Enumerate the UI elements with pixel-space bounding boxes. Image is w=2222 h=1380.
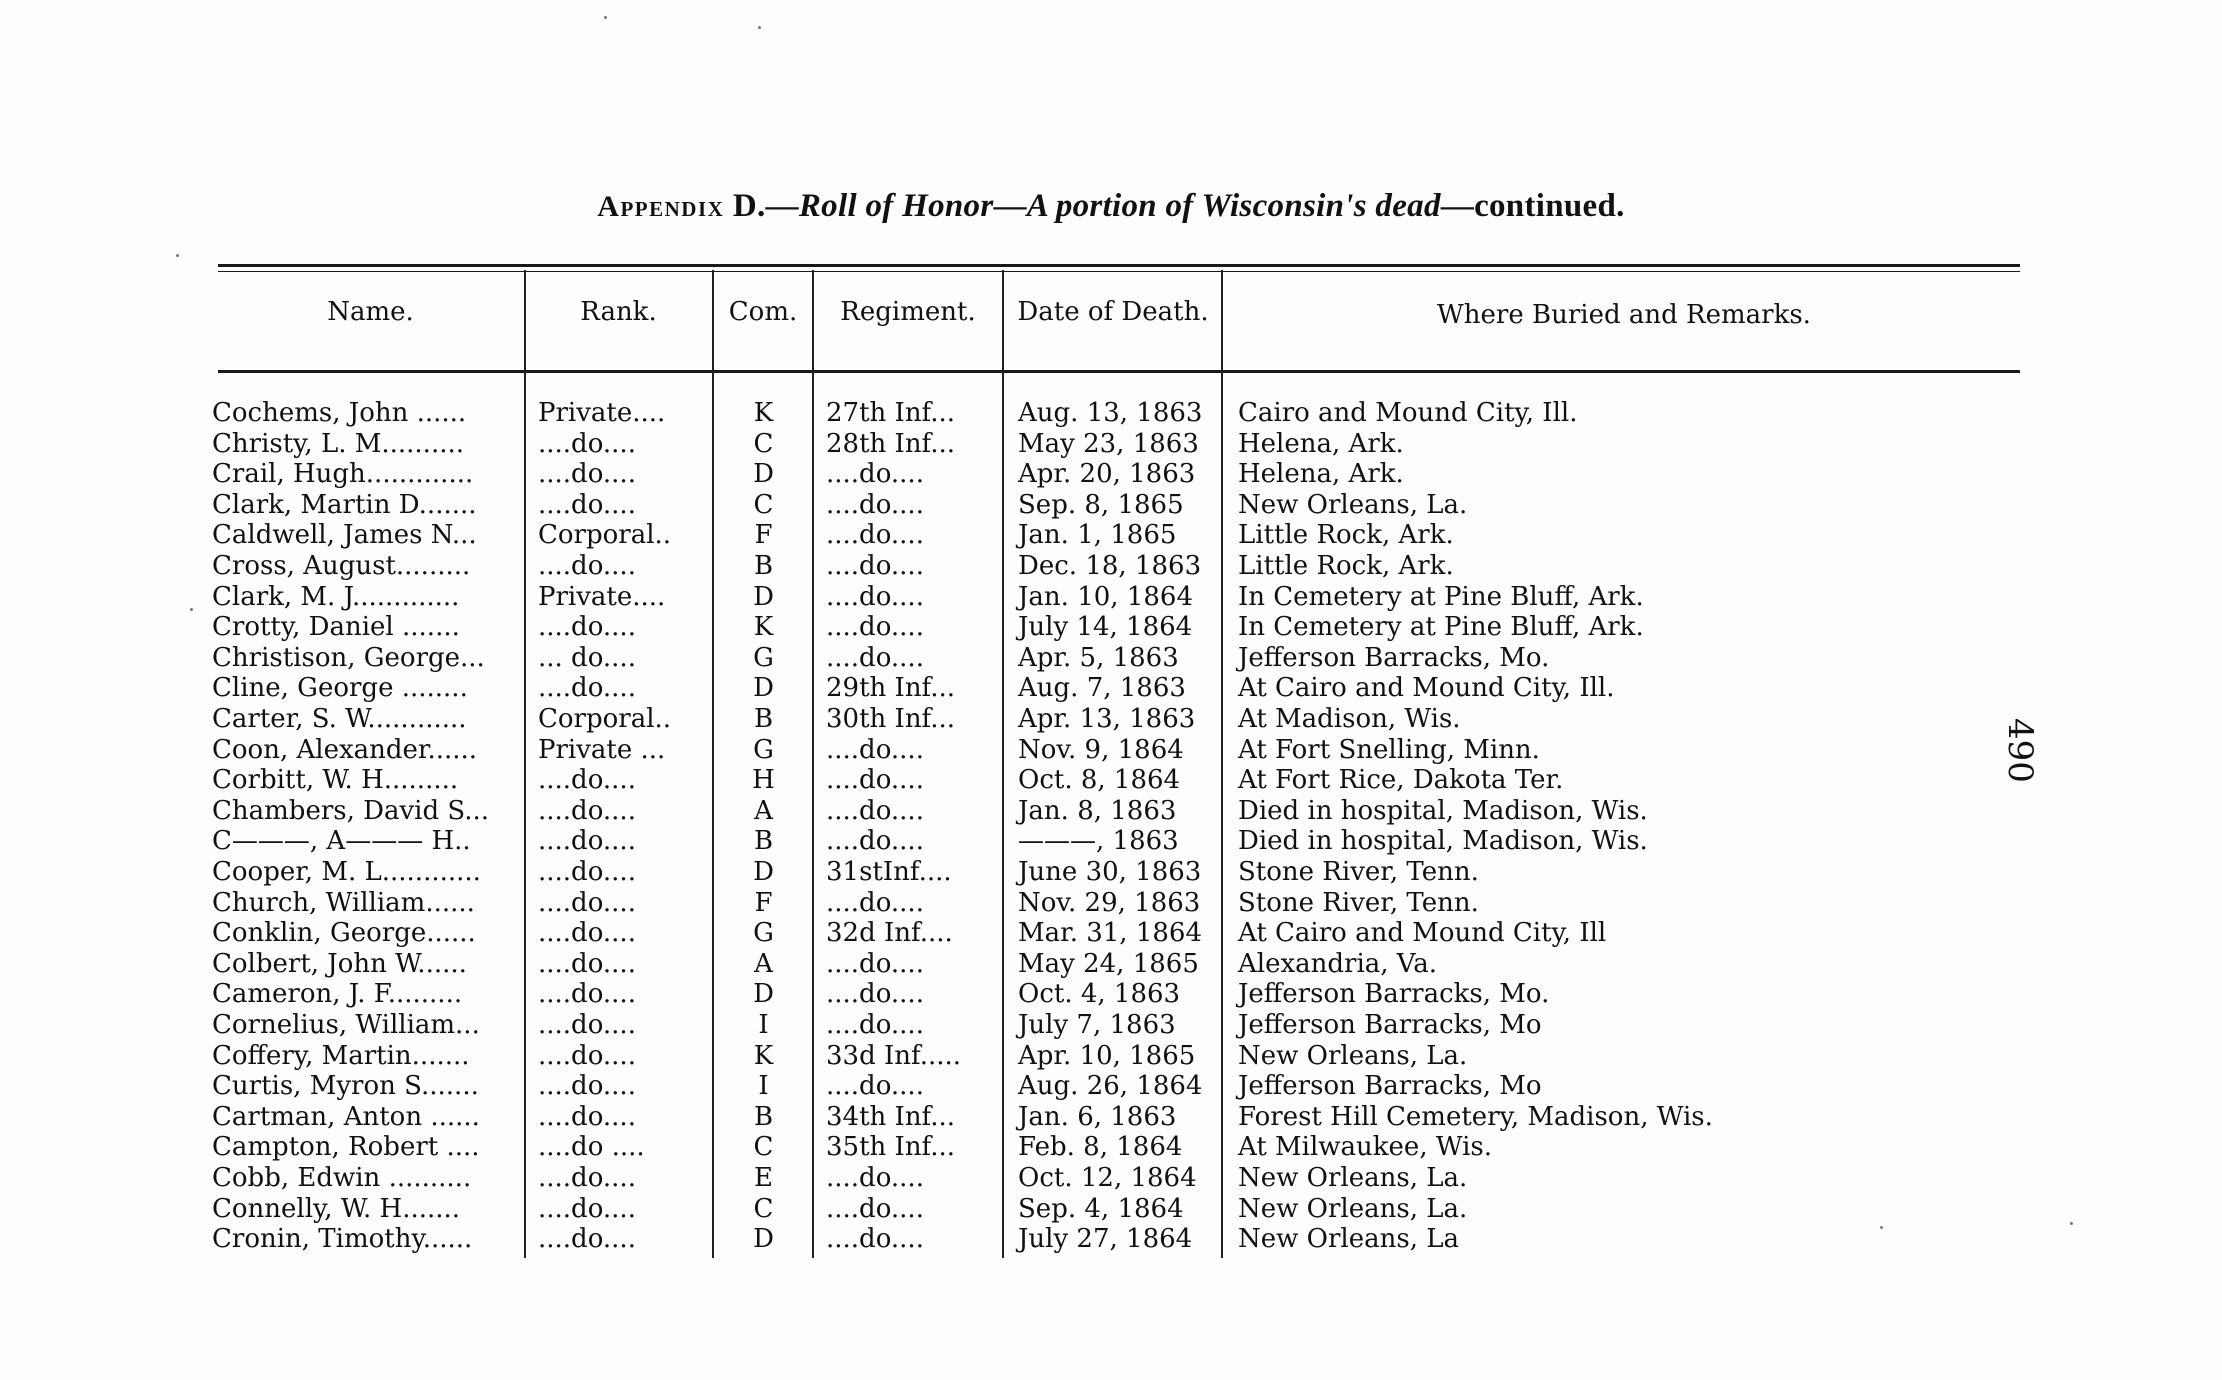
- header-date-of-death: Date of Death.: [1017, 297, 1209, 327]
- cell-date-of-death: Aug. 13, 1863: [1018, 398, 1203, 428]
- title-dash-3: —: [1440, 188, 1475, 224]
- cell-remarks: Helena, Ark.: [1238, 459, 1404, 490]
- cell-remarks: Helena, Ark.: [1238, 428, 1404, 459]
- cell-name: Connelly, W. H.......: [212, 1193, 461, 1224]
- table-row: [0, 582, 2000, 613]
- cell-name: Cobb, Edwin ..........: [212, 1163, 472, 1193]
- cell-date-of-death: Oct. 8, 1864: [1018, 765, 1181, 796]
- cell-regiment: ....do....: [826, 489, 924, 520]
- cell-remarks: Jefferson Barracks, Mo.: [1238, 642, 1550, 673]
- cell-name: Cornelius, William...: [212, 1010, 480, 1040]
- cell-remarks: At Cairo and Mound City, Ill: [1238, 918, 1607, 949]
- cell-regiment: ....do....: [826, 887, 924, 918]
- cell-date-of-death: Jan. 6, 1863: [1018, 1101, 1177, 1132]
- table-row: [0, 704, 2000, 735]
- header-bottom-rule: [218, 370, 2020, 373]
- table-row: [0, 888, 2000, 919]
- cell-date-of-death: Feb. 8, 1864: [1018, 1132, 1183, 1163]
- cell-date-of-death: Aug. 7, 1863: [1018, 673, 1186, 704]
- top-rule-thin: [218, 271, 2020, 272]
- table-row: [0, 1071, 2000, 1102]
- cell-remarks: New Orleans, La.: [1238, 489, 1468, 520]
- cell-name: Church, William......: [212, 887, 475, 918]
- cell-rank: ....do....: [538, 1010, 636, 1040]
- cell-rank: ....do....: [538, 1040, 636, 1071]
- cell-remarks: Little Rock, Ark.: [1238, 520, 1454, 551]
- cell-company: D: [753, 857, 774, 887]
- cell-rank: ....do....: [538, 612, 636, 643]
- cell-name: Curtis, Myron S.......: [212, 1071, 479, 1102]
- cell-rank: ....do....: [538, 765, 636, 796]
- cell-remarks: At Milwaukee, Wis.: [1238, 1132, 1493, 1163]
- table-row: [0, 949, 2000, 980]
- cell-regiment: ....do....: [826, 1163, 924, 1193]
- cell-regiment: ....do....: [826, 765, 924, 796]
- cell-date-of-death: Oct. 12, 1864: [1018, 1163, 1197, 1193]
- cell-regiment: ....do....: [826, 979, 924, 1010]
- cell-rank: Private ...: [538, 734, 666, 765]
- table-row: [0, 398, 2000, 429]
- cell-remarks: Stone River, Tenn.: [1238, 857, 1479, 887]
- title-letter: D.: [732, 188, 766, 224]
- cell-company: A: [754, 795, 773, 826]
- cell-company: H: [752, 765, 775, 796]
- cell-remarks: New Orleans, La.: [1238, 1163, 1468, 1193]
- cell-regiment: 33d Inf.....: [826, 1040, 962, 1071]
- cell-remarks: Little Rock, Ark.: [1238, 551, 1454, 581]
- cell-rank: ....do....: [538, 1101, 636, 1132]
- cell-name: Chambers, David S...: [212, 795, 490, 826]
- scan-speck: [176, 254, 179, 257]
- table-row: [0, 979, 2000, 1010]
- cell-date-of-death: Dec. 18, 1863: [1018, 551, 1202, 581]
- cell-regiment: 27th Inf...: [826, 398, 956, 428]
- cell-date-of-death: Nov. 9, 1864: [1018, 734, 1184, 765]
- table-row: [0, 1041, 2000, 1072]
- table-row: [0, 1163, 2000, 1194]
- cell-date-of-death: Apr. 20, 1863: [1018, 459, 1196, 490]
- table-row: [0, 796, 2000, 827]
- cell-name: Cline, George ........: [212, 673, 468, 704]
- cell-rank: ....do....: [538, 489, 636, 520]
- title-appendix: Appendix: [597, 190, 725, 223]
- cell-company: G: [753, 918, 774, 949]
- cell-rank: ....do....: [538, 826, 636, 857]
- cell-company: K: [753, 612, 774, 643]
- cell-regiment: 35th Inf...: [826, 1132, 956, 1163]
- cell-company: K: [753, 1040, 774, 1071]
- cell-rank: Private....: [538, 581, 666, 612]
- cell-name: Corbitt, W. H.........: [212, 765, 459, 796]
- cell-remarks: At Cairo and Mound City, Ill.: [1238, 673, 1615, 704]
- cell-remarks: Died in hospital, Madison, Wis.: [1238, 795, 1648, 826]
- cell-company: G: [753, 734, 774, 765]
- header-remarks: Where Buried and Remarks.: [1437, 300, 1811, 330]
- cell-company: F: [754, 520, 773, 551]
- table-row: [0, 429, 2000, 460]
- cell-date-of-death: July 7, 1863: [1018, 1010, 1176, 1040]
- cell-name: Caldwell, James N...: [212, 520, 477, 551]
- page-title: [0, 188, 2222, 225]
- cell-date-of-death: Sep. 8, 1865: [1018, 489, 1184, 520]
- cell-name: Clark, Martin D.......: [212, 489, 477, 520]
- cell-remarks: In Cemetery at Pine Bluff, Ark.: [1238, 612, 1644, 643]
- cell-rank: ....do....: [538, 1193, 636, 1224]
- table-row: [0, 1224, 2000, 1255]
- table-row: [0, 735, 2000, 766]
- cell-remarks: Stone River, Tenn.: [1238, 887, 1479, 918]
- table-row: [0, 918, 2000, 949]
- scan-speck: [604, 16, 607, 19]
- cell-regiment: ....do....: [826, 520, 924, 551]
- cell-regiment: ....do....: [826, 459, 924, 490]
- cell-name: Crotty, Daniel .......: [212, 612, 460, 643]
- cell-name: Cronin, Timothy......: [212, 1224, 473, 1255]
- header-regiment: Regiment.: [840, 297, 976, 327]
- cell-name: Crail, Hugh.............: [212, 459, 474, 490]
- cell-name: Christison, George...: [212, 642, 485, 673]
- cell-rank: Private....: [538, 398, 666, 428]
- cell-company: D: [753, 979, 774, 1010]
- table-row: [0, 1132, 2000, 1163]
- cell-regiment: ....do....: [826, 642, 924, 673]
- cell-date-of-death: May 24, 1865: [1018, 948, 1199, 979]
- cell-date-of-death: Apr. 13, 1863: [1018, 704, 1196, 734]
- cell-name: Coon, Alexander......: [212, 734, 478, 765]
- scan-speck: [1880, 1226, 1883, 1229]
- cell-regiment: ....do....: [826, 1224, 924, 1255]
- cell-regiment: ....do....: [826, 1010, 924, 1040]
- cell-company: B: [753, 1101, 774, 1132]
- cell-company: C: [753, 1193, 774, 1224]
- cell-rank: ....do....: [538, 795, 636, 826]
- table-row: [0, 673, 2000, 704]
- cell-company: C: [753, 489, 774, 520]
- cell-remarks: Alexandria, Va.: [1238, 948, 1437, 979]
- cell-company: G: [753, 642, 774, 673]
- cell-rank: ....do....: [538, 428, 636, 459]
- cell-company: D: [753, 673, 774, 704]
- table-row: [0, 1010, 2000, 1041]
- cell-company: I: [758, 1010, 769, 1040]
- cell-date-of-death: Apr. 5, 1863: [1018, 642, 1179, 673]
- cell-rank: ....do....: [538, 673, 636, 704]
- cell-regiment: ....do....: [826, 1071, 924, 1102]
- table-row: [0, 1102, 2000, 1133]
- cell-company: A: [754, 948, 773, 979]
- cell-company: C: [753, 1132, 774, 1163]
- cell-date-of-death: Jan. 1, 1865: [1018, 520, 1177, 551]
- cell-rank: ....do....: [538, 459, 636, 490]
- cell-regiment: ....do....: [826, 826, 924, 857]
- cell-date-of-death: June 30, 1863: [1018, 857, 1202, 887]
- scan-speck: [758, 26, 761, 29]
- cell-remarks: In Cemetery at Pine Bluff, Ark.: [1238, 581, 1644, 612]
- cell-company: B: [753, 704, 774, 734]
- cell-company: I: [758, 1071, 769, 1102]
- cell-date-of-death: May 23, 1863: [1018, 428, 1199, 459]
- header-com: Com.: [728, 297, 798, 327]
- table-row: [0, 612, 2000, 643]
- cell-company: K: [753, 398, 774, 428]
- cell-rank: Corporal..: [538, 704, 672, 734]
- cell-remarks: At Madison, Wis.: [1238, 704, 1461, 734]
- cell-company: C: [753, 428, 774, 459]
- cell-name: Cameron, J. F.........: [212, 979, 463, 1010]
- cell-rank: ....do....: [538, 857, 636, 887]
- cell-regiment: ....do....: [826, 581, 924, 612]
- cell-date-of-death: Nov. 29, 1863: [1018, 887, 1201, 918]
- cell-remarks: Cairo and Mound City, Ill.: [1238, 398, 1578, 428]
- cell-remarks: At Fort Snelling, Minn.: [1238, 734, 1540, 765]
- cell-regiment: ....do....: [826, 551, 924, 581]
- table-row: [0, 857, 2000, 888]
- cell-rank: ....do....: [538, 551, 636, 581]
- cell-name: Clark, M. J.............: [212, 581, 460, 612]
- table-row: [0, 826, 2000, 857]
- cell-company: B: [753, 551, 774, 581]
- title-portion: A portion of Wisconsin's dead: [1026, 188, 1441, 224]
- title-dash-1: —: [765, 188, 799, 224]
- table-row: [0, 459, 2000, 490]
- cell-regiment: 32d Inf....: [826, 918, 953, 949]
- cell-date-of-death: Apr. 10, 1865: [1018, 1040, 1196, 1071]
- header-name: Name.: [327, 297, 414, 327]
- cell-remarks: Died in hospital, Madison, Wis.: [1238, 826, 1648, 857]
- cell-name: Cross, August.........: [212, 551, 471, 581]
- cell-date-of-death: Mar. 31, 1864: [1018, 918, 1203, 949]
- cell-date-of-death: Oct. 4, 1863: [1018, 979, 1181, 1010]
- cell-remarks: New Orleans, La.: [1238, 1040, 1468, 1071]
- table-row: [0, 490, 2000, 521]
- cell-rank: ....do....: [538, 1163, 636, 1193]
- cell-company: B: [753, 826, 774, 857]
- cell-name: Colbert, John W......: [212, 948, 467, 979]
- cell-name: Carter, S. W............: [212, 704, 467, 734]
- cell-remarks: New Orleans, La: [1238, 1224, 1459, 1255]
- cell-remarks: At Fort Rice, Dakota Ter.: [1238, 765, 1564, 796]
- title-dash-2: —: [993, 188, 1027, 224]
- cell-regiment: ....do....: [826, 612, 924, 643]
- cell-name: Cartman, Anton ......: [212, 1101, 480, 1132]
- cell-date-of-death: Jan. 8, 1863: [1018, 795, 1177, 826]
- title-continued: continued.: [1474, 188, 1625, 224]
- cell-company: D: [753, 581, 774, 612]
- cell-regiment: 28th Inf...: [826, 428, 956, 459]
- cell-name: Coffery, Martin.......: [212, 1040, 470, 1071]
- cell-remarks: Jefferson Barracks, Mo.: [1238, 979, 1550, 1010]
- cell-name: Conklin, George......: [212, 918, 476, 949]
- cell-date-of-death: July 14, 1864: [1018, 612, 1193, 643]
- cell-regiment: 31stInf....: [826, 857, 952, 887]
- cell-regiment: 29th Inf...: [826, 673, 956, 704]
- cell-name: Cooper, M. L............: [212, 857, 481, 887]
- cell-company: D: [753, 459, 774, 490]
- cell-regiment: 34th Inf...: [826, 1101, 956, 1132]
- scan-speck: [190, 608, 193, 611]
- cell-regiment: 30th Inf...: [826, 704, 956, 734]
- table-row: [0, 643, 2000, 674]
- cell-date-of-death: July 27, 1864: [1018, 1224, 1193, 1255]
- cell-remarks: Jefferson Barracks, Mo: [1238, 1010, 1542, 1040]
- cell-rank: ....do....: [538, 979, 636, 1010]
- cell-date-of-death: Jan. 10, 1864: [1018, 581, 1193, 612]
- cell-rank: ....do ....: [538, 1132, 645, 1163]
- table-row: [0, 551, 2000, 582]
- cell-name: Christy, L. M..........: [212, 428, 465, 459]
- cell-rank: ....do....: [538, 1071, 636, 1102]
- header-rank: Rank.: [580, 297, 657, 327]
- cell-company: E: [754, 1163, 773, 1193]
- cell-rank: ... do....: [538, 642, 636, 673]
- cell-regiment: ....do....: [826, 948, 924, 979]
- cell-regiment: ....do....: [826, 734, 924, 765]
- cell-rank: ....do....: [538, 887, 636, 918]
- cell-name: C———, A——— H..: [212, 826, 471, 857]
- cell-company: F: [754, 887, 773, 918]
- table-row: [0, 1194, 2000, 1225]
- cell-regiment: ....do....: [826, 795, 924, 826]
- table-row: [0, 520, 2000, 551]
- top-rule-thick: [218, 264, 2020, 267]
- cell-regiment: ....do....: [826, 1193, 924, 1224]
- cell-company: D: [753, 1224, 774, 1255]
- cell-date-of-death: ———, 1863: [1018, 826, 1179, 857]
- cell-name: Cochems, John ......: [212, 398, 467, 428]
- cell-remarks: New Orleans, La.: [1238, 1193, 1468, 1224]
- cell-rank: Corporal..: [538, 520, 672, 551]
- cell-rank: ....do....: [538, 948, 636, 979]
- cell-rank: ....do....: [538, 918, 636, 949]
- table-row: [0, 765, 2000, 796]
- cell-remarks: Jefferson Barracks, Mo: [1238, 1071, 1542, 1102]
- cell-date-of-death: Sep. 4, 1864: [1018, 1193, 1184, 1224]
- cell-date-of-death: Aug. 26, 1864: [1018, 1071, 1203, 1102]
- page-number: 490: [2000, 718, 2040, 783]
- cell-remarks: Forest Hill Cemetery, Madison, Wis.: [1238, 1101, 1713, 1132]
- cell-name: Campton, Robert ....: [212, 1132, 480, 1163]
- cell-rank: ....do....: [538, 1224, 636, 1255]
- scan-speck: [2070, 1222, 2073, 1225]
- title-roll-of-honor: Roll of Honor: [798, 188, 994, 224]
